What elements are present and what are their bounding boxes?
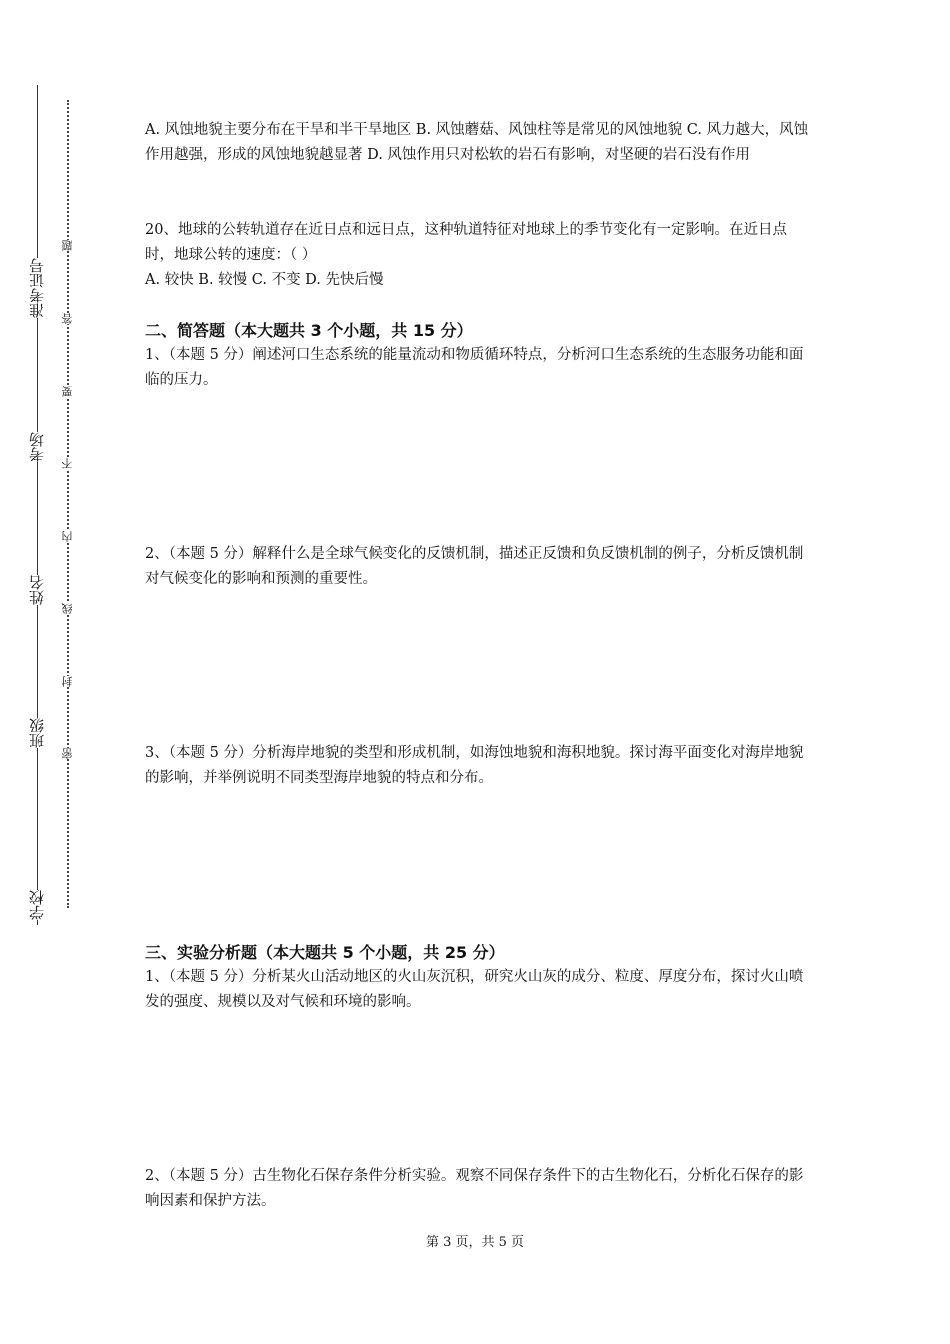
section-2-question-2: 2、（本题 5 分）解释什么是全球气候变化的反馈机制，描述正反馈和负反馈机制的例子，分析反馈机制对气候变化的影响和预测的重要性。 — [145, 546, 804, 587]
question-19-options: A. 风蚀地貌主要分布在干旱和半干旱地区 B. 风蚀蘑菇、风蚀柱等是常见的风蚀地貌 C. 风力越大，风蚀作用越强，形成的风蚀地貌越显著 D. 风蚀作用只对松软的岩石有影响，对坚硬的岩石没有作用 — [145, 122, 809, 163]
section-2-title: 二、简答题（本大题共 3 个小题，共 15 分） — [145, 321, 473, 340]
section-3-question-2: 2、（本题 5 分）古生物化石保存条件分析实验。观察不同保存条件下的古生物化石，分析化石保存的影响因素和保护方法。 — [145, 1168, 804, 1209]
exam-id-field-label: 准考证号 — [20, 258, 54, 318]
seal-char-yao: 要 — [58, 386, 78, 397]
class-field-label: 班级 — [20, 718, 54, 748]
seal-char-mi: 密 — [58, 748, 78, 759]
exam-room-field-label: 考场 — [20, 432, 54, 462]
binding-solid-line — [37, 85, 38, 925]
section-3-question-1: 1、（本题 5 分）分析某火山活动地区的火山灰沉积，研究火山灰的成分、粒度、厚度分布，探讨火山喷发的强度、规模以及对气候和环境的影响。 — [145, 969, 804, 1010]
seal-char-nei: 内 — [58, 531, 78, 542]
seal-char-ti: 题 — [58, 240, 78, 251]
question-20-stem: 20、地球的公转轨道存在近日点和远日点，这种轨道特征对地球上的季节变化有一定影响。在近日点时，地球公转的速度：（ ） — [145, 222, 787, 263]
seal-char-da: 答 — [58, 313, 78, 324]
page-number: 第 3 页，共 5 页 — [425, 1235, 525, 1250]
section-3-title: 三、实验分析题（本大题共 5 个小题，共 25 分） — [145, 943, 505, 962]
seal-char-xian: 线 — [58, 603, 78, 614]
section-2-question-3: 3、（本题 5 分）分析海岸地貌的类型和形成机制，如海蚀地貌和海积地貌。探讨海平面变化对海岸地貌的影响，并举例说明不同类型海岸地貌的特点和分布。 — [145, 745, 804, 786]
seal-char-feng: 封 — [58, 676, 78, 687]
seal-char-bu: 不 — [58, 458, 78, 469]
school-field-label: 学校 — [20, 890, 54, 920]
section-2-question-1: 1、（本题 5 分）阐述河口生态系统的能量流动和物质循环特点，分析河口生态系统的生态服务功能和面临的压力。 — [145, 347, 804, 388]
seal-dotted-line — [67, 100, 69, 908]
name-field-label: 姓名 — [20, 575, 54, 605]
question-20-options: A. 较快 B. 较慢 C. 不变 D. 先快后慢 — [145, 272, 384, 288]
